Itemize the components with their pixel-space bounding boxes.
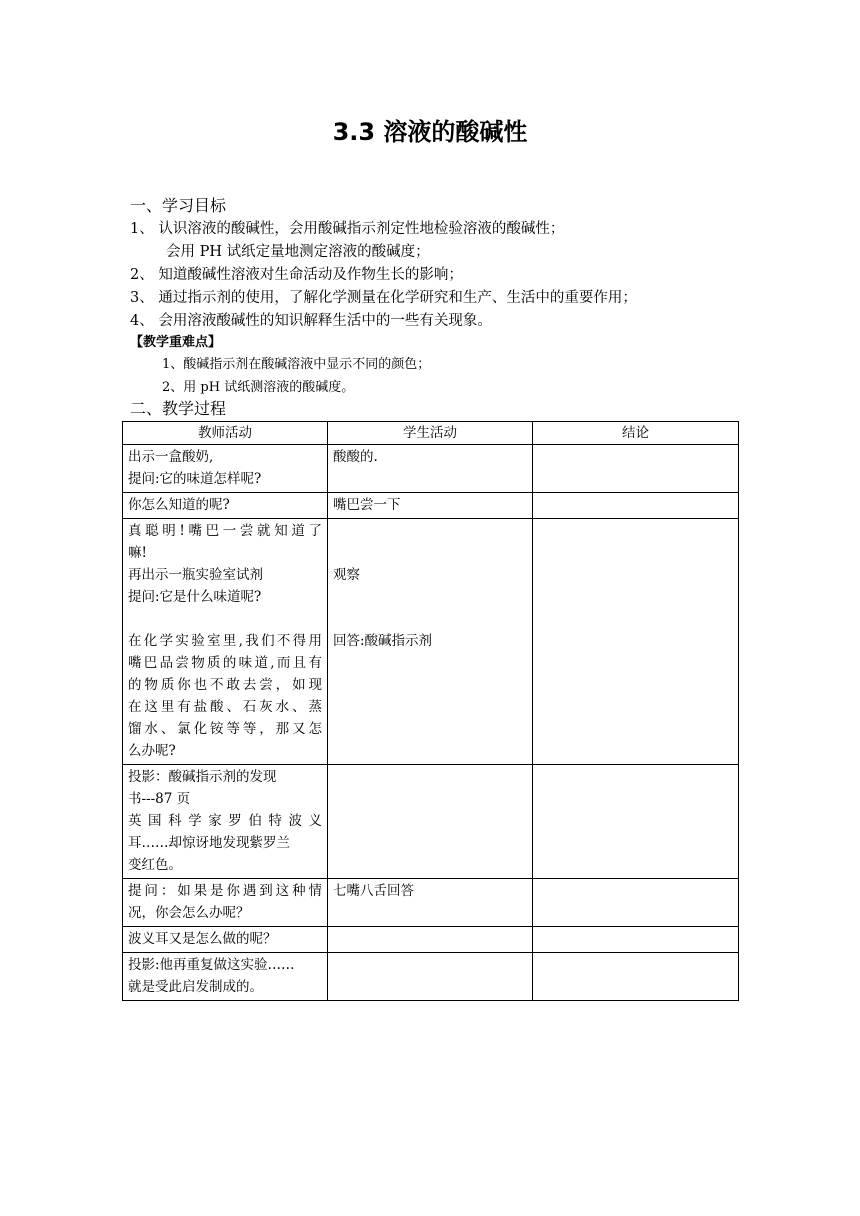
teacher-activity-cell [123, 953, 328, 1001]
cell-text: 变红色。 [128, 857, 182, 873]
student-activity-cell [328, 927, 533, 953]
cell-text: 提问：如果是你遇到这种情 [128, 883, 322, 899]
table-row [123, 765, 739, 879]
cell-text: 况，你会怎么办呢？ [128, 905, 250, 921]
cell-text: 七嘴八舌回答 [333, 883, 414, 899]
objective-item: 会用 PH 试纸定量地测定溶液的酸碱度； [166, 244, 430, 260]
objective-item: 3、 通过指示剂的使用，了解化学测量在化学研究和生产、生活中的重要作用； [130, 290, 637, 306]
table-row [123, 519, 739, 765]
cell-text: 投影：酸碱指示剂的发现 [128, 769, 277, 785]
teacher-activity-cell [123, 879, 328, 927]
table-row [123, 953, 739, 1001]
teaching-process-table [122, 421, 739, 1001]
student-activity-cell [328, 445, 533, 493]
student-activity-cell [328, 493, 533, 519]
key-point-item: 2、用 pH 试纸测溶液的酸碱度。 [162, 380, 355, 395]
teacher-activity-cell [123, 927, 328, 953]
key-point-item: 1、酸碱指示剂在酸碱溶液中显示不同的颜色； [162, 357, 431, 372]
section-heading-objectives: 一、学习目标 [130, 196, 227, 215]
cell-text: 么办呢? [128, 743, 176, 759]
cell-text: 就是受此启发制成的。 [128, 979, 263, 995]
cell-text: 酸酸的. [333, 449, 378, 465]
cell-text: 观察 [333, 567, 360, 583]
page-title: 3.3 溶液的酸碱性 [332, 118, 528, 146]
teacher-activity-cell [123, 445, 328, 493]
cell-text: 回答:酸碱指示剂 [333, 633, 433, 649]
student-activity-cell [328, 953, 533, 1001]
cell-text: 嘴巴品尝物质的味道,而且有 [128, 655, 322, 671]
cell-text: 英国科学家罗伯特波义 [128, 813, 322, 829]
cell-text [128, 608, 322, 630]
table-row [123, 493, 739, 519]
objective-item: 4、 会用溶液酸碱性的知识解释生活中的一些有关现象。 [130, 313, 492, 329]
cell-text [333, 542, 527, 564]
student-activity-cell [328, 765, 533, 879]
cell-text: 在这里有盐酸、石灰水、蒸 [128, 699, 322, 715]
table-header-row [123, 422, 739, 445]
cell-text: 投影:他再重复做这实验…… [128, 957, 295, 973]
header-teacher-activity: 教师活动 [123, 422, 328, 445]
cell-text: 再出示一瓶实验室试剂 [128, 567, 263, 583]
cell-text: 嘴巴尝一下 [333, 497, 401, 513]
cell-text: 提问:它的味道怎样呢? [128, 471, 262, 487]
cell-text: 书---87 页 [128, 791, 191, 807]
key-points-heading: 【教学重难点】 [130, 335, 222, 350]
objective-item: 1、 认识溶液的酸碱性，会用酸碱指示剂定性地检验溶液的酸碱性； [130, 221, 565, 237]
cell-text: 嘛! [128, 545, 147, 561]
student-activity-cell [328, 879, 533, 927]
cell-text: 出示一盒酸奶, [128, 449, 214, 465]
cell-text: 耳……却惊讶地发现紫罗兰 [128, 835, 290, 851]
conclusion-cell [533, 953, 739, 1001]
cell-text: 真聪明!嘴巴一尝就知道了 [128, 523, 322, 539]
section-heading-process: 二、教学过程 [130, 399, 227, 418]
cell-text [333, 520, 527, 542]
teacher-activity-cell [123, 493, 328, 519]
teacher-activity-cell [123, 765, 328, 879]
conclusion-cell [533, 927, 739, 953]
table-row [123, 927, 739, 953]
conclusion-cell [533, 519, 739, 765]
conclusion-cell [533, 493, 739, 519]
table-row [123, 445, 739, 493]
cell-text: 波义耳又是怎么做的呢？ [128, 931, 277, 947]
cell-text [333, 586, 527, 608]
conclusion-cell [533, 879, 739, 927]
student-activity-cell [328, 519, 533, 765]
cell-text: 馏水、氯化铵等等，那又怎 [128, 721, 322, 737]
objective-item: 2、 知道酸碱性溶液对生命活动及作物生长的影响； [130, 267, 463, 283]
cell-text [333, 608, 527, 630]
header-student-activity: 学生活动 [328, 422, 533, 445]
cell-text: 你怎么知道的呢? [128, 497, 230, 513]
cell-text: 提问:它是什么味道呢? [128, 589, 262, 605]
conclusion-cell [533, 445, 739, 493]
cell-text: 在化学实验室里,我们不得用 [128, 633, 322, 649]
conclusion-cell [533, 765, 739, 879]
table-row [123, 879, 739, 927]
header-conclusion: 结论 [533, 422, 739, 445]
teacher-activity-cell [123, 519, 328, 765]
cell-text: 的物质你也不敢去尝，如现 [128, 677, 322, 693]
